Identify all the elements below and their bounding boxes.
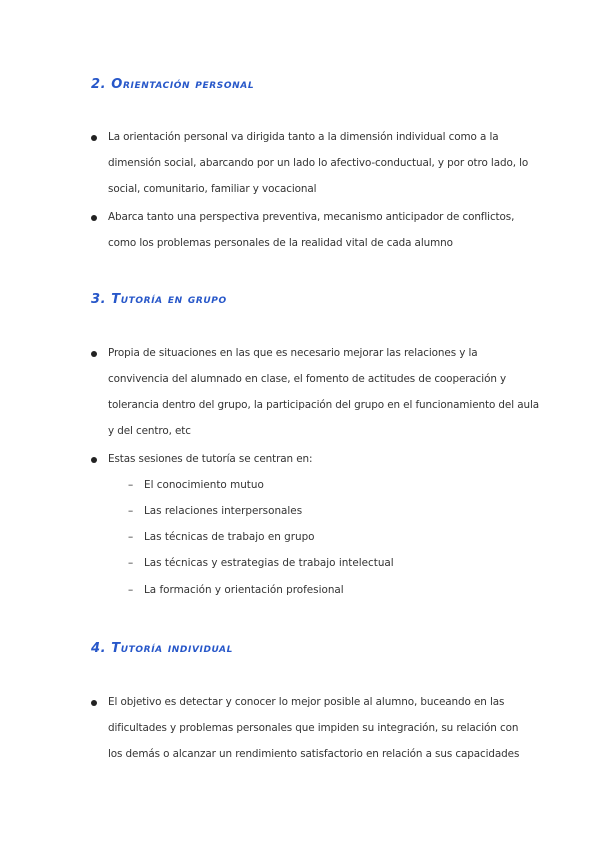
- text-line: dificultades y problemas personales que impiden su integración, su relación con: [108, 722, 519, 734]
- text-line: El objetivo es detectar y conocer lo mejor posible al alumno, buceando en las: [108, 696, 505, 708]
- dash-marker: –: [128, 531, 134, 543]
- section-heading-tutoria-grupo: 3. Tutoría en grupo: [91, 292, 227, 307]
- section-heading-orientacion-personal: 2. Orientación personal: [91, 77, 255, 92]
- bullet-point: [91, 457, 97, 463]
- text-line: como los problemas personales de la realidad vital de cada alumno: [108, 237, 453, 249]
- bullet-point: [91, 135, 97, 141]
- sub-item: El conocimiento mutuo: [144, 479, 264, 491]
- text-line: Estas sesiones de tutoría se centran en:: [108, 453, 313, 465]
- sub-item: Las técnicas de trabajo en grupo: [144, 531, 315, 543]
- sub-item: Las técnicas y estrategias de trabajo intelectual: [144, 557, 394, 569]
- text-line: Propia de situaciones en las que es necesario mejorar las relaciones y la: [108, 347, 478, 359]
- dash-marker: –: [128, 505, 134, 517]
- dash-marker: –: [128, 584, 134, 596]
- dash-marker: –: [128, 479, 134, 491]
- bullet-point: [91, 700, 97, 706]
- sub-item: Las relaciones interpersonales: [144, 505, 303, 517]
- sub-item: La formación y orientación profesional: [144, 584, 344, 596]
- text-line: los demás o alcanzar un rendimiento satisfactorio en relación a sus capacidades: [108, 748, 520, 760]
- bullet-point: [91, 351, 97, 357]
- text-line: tolerancia dentro del grupo, la participación del grupo en el funcionamiento del aula: [108, 399, 540, 411]
- dash-marker: –: [128, 557, 134, 569]
- bullet-point: [91, 215, 97, 221]
- section-heading-tutoria-individual: 4. Tutoría individual: [91, 641, 233, 656]
- text-line: y del centro, etc: [108, 425, 191, 437]
- text-line: social, comunitario, familiar y vocacional: [108, 183, 317, 195]
- text-line: Abarca tanto una perspectiva preventiva, mecanismo anticipador de conflictos,: [108, 211, 515, 223]
- text-line: La orientación personal va dirigida tanto a la dimensión individual como a la: [108, 131, 499, 143]
- text-line: convivencia del alumnado en clase, el fomento de actitudes de cooperación y: [108, 373, 507, 385]
- text-line: dimensión social, abarcando por un lado lo afectivo-conductual, y por otro lado, lo: [108, 157, 529, 169]
